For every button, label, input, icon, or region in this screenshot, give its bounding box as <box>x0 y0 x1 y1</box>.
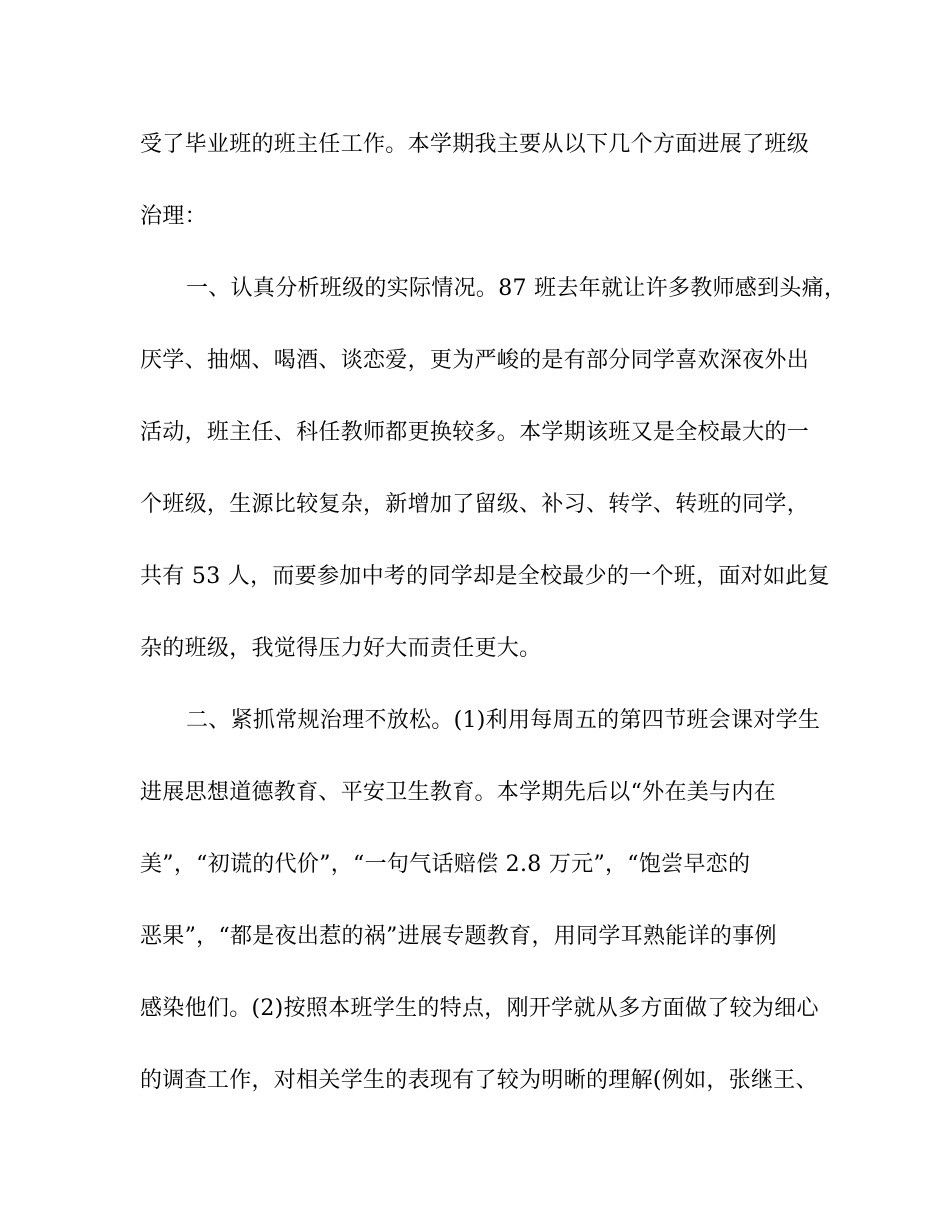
text-line-10: 进展思想道德教育、平安卫生教育。本学期先后以“外在美与内在 <box>140 780 776 805</box>
text-line-12: 恶果”，“都是夜出惹的祸”进展专题教育，用同学耳熟能详的事例 <box>140 924 777 949</box>
text-line-7: 共有 53 人，而要参加中考的同学却是全校最少的一个班，面对如此复 <box>140 564 830 589</box>
text-line-8: 杂的班级，我觉得压力好大而责任更大。 <box>140 636 542 661</box>
text-line-5: 活动，班主任、科任教师都更换较多。本学期该班又是全校最大的一 <box>140 420 810 445</box>
text-line-4: 厌学、抽烟、喝酒、谈恋爱，更为严峻的是有部分同学喜欢深夜外出 <box>140 348 810 373</box>
text-line-14: 的调查工作，对相关学生的表现有了较为明晰的理解(例如，张继王、 <box>140 1068 818 1093</box>
text-line-3: 一、认真分析班级的实际情况。87 班去年就让许多教师感到头痛， <box>186 276 847 301</box>
text-line-9: 二、紧抓常规治理不放松。(1)利用每周五的第四节班会课对学生 <box>186 708 821 733</box>
text-line-13: 感染他们。(2)按照本班学生的特点，刚开学就从多方面做了较为细心 <box>140 996 819 1021</box>
text-line-2: 治理： <box>140 204 207 229</box>
text-line-11: 美”，“初谎的代价”，“一句气话赔偿 2.8 万元”，“饱尝早恋的 <box>140 852 751 877</box>
text-line-6: 个班级，生源比较复杂，新增加了留级、补习、转学、转班的同学， <box>140 492 810 517</box>
text-line-1: 受了毕业班的班主任工作。本学期我主要从以下几个方面进展了班级 <box>140 132 810 157</box>
